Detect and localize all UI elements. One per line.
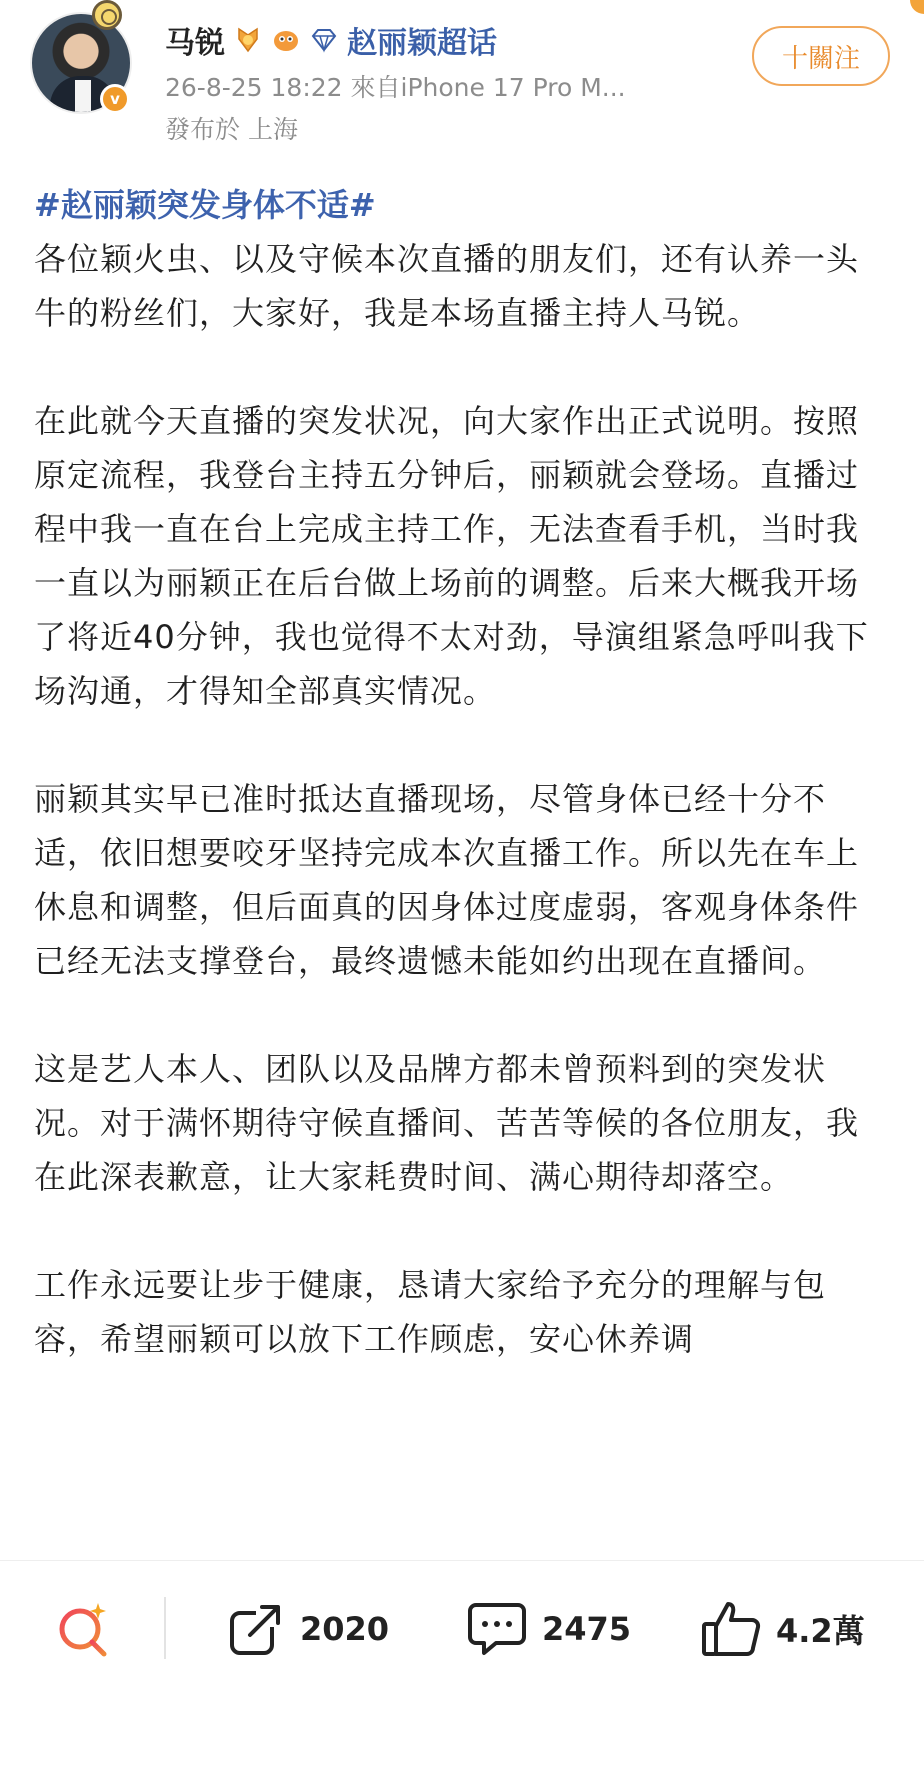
supertopic-link[interactable]: 赵丽颖超话 [347, 26, 497, 61]
post-header [0, 0, 924, 160]
like-button[interactable] [700, 1591, 865, 1667]
comment-button[interactable] [466, 1591, 631, 1667]
comment-icon [466, 1599, 528, 1659]
comment-count: 2475 [542, 1610, 632, 1648]
paragraph-gap [34, 718, 890, 772]
paragraph-1: 各位颖火虫、以及守候本次直播的朋友们，还有认养一头牛的粉丝们，大家好，我是本场直播主持人马锐。 [34, 240, 860, 332]
follow-button[interactable] [752, 26, 890, 86]
bar-divider [164, 1597, 166, 1659]
diamond-icon [309, 25, 339, 55]
paragraph-gap [34, 988, 890, 1042]
avatar-decoration-icon [92, 0, 122, 30]
like-count: 4.2萬 [776, 1612, 865, 1650]
post-meta: 26-8-25 18:22 來自iPhone 17 Pro M... [165, 73, 626, 102]
medal-icon [233, 25, 263, 55]
name-row [165, 18, 497, 62]
username[interactable]: 马锐 [165, 26, 225, 61]
verified-icon: v [100, 84, 130, 114]
paragraph-gap [34, 340, 890, 394]
like-icon [700, 1598, 762, 1660]
fan-badge-icon [271, 25, 301, 55]
paragraph-3: 丽颖其实早已准时抵达直播现场，尽管身体已经十分不适，依旧想要咬牙坚持完成本次直播工作。所以先在车上休息和调整，但后面真的因身体过度虚弱，客观身体条件已经无法支撑登台，最终遗憾未能如约出现在直播间。 [34, 780, 860, 980]
follow-label: 十關注 [781, 43, 860, 74]
paragraph-gap [34, 1204, 890, 1258]
avatar-shirt [75, 80, 91, 112]
paragraph-2: 在此就今天直播的突发状况，向大家作出正式说明。按照原定流程，我登台主持五分钟后，丽颖就会登场。直播过程中我一直在台上完成主持工作，无法查看手机，当时我一直以为丽颖正在后台做上场前的调整。后来大概我开场了将近40分钟，我也觉得不太对劲，导演组紧急呼叫我下场沟通，才得知全部真实情况。 [34, 402, 869, 710]
post-location: 發布於 上海 [165, 115, 298, 144]
hashtag-link[interactable]: #赵丽颖突发身体不适# [34, 186, 376, 224]
paragraph-5: 工作永远要让步于健康，恳请大家给予充分的理解与包容，希望丽颖可以放下工作顾虑，安心休养调 [34, 1266, 827, 1358]
paragraph-4: 这是艺人本人、团队以及品牌方都未曾预料到的突发状况。对于满怀期待守候直播间、苦苦等候的各位朋友，我在此深表歉意，让大家耗费时间、满心期待却落空。 [34, 1050, 860, 1196]
repost-button[interactable] [226, 1591, 389, 1667]
ai-search-icon[interactable] [52, 1597, 116, 1661]
action-bar [0, 1560, 924, 1700]
post-content [34, 178, 890, 1560]
repost-count: 2020 [300, 1610, 390, 1648]
repost-icon [226, 1599, 286, 1659]
